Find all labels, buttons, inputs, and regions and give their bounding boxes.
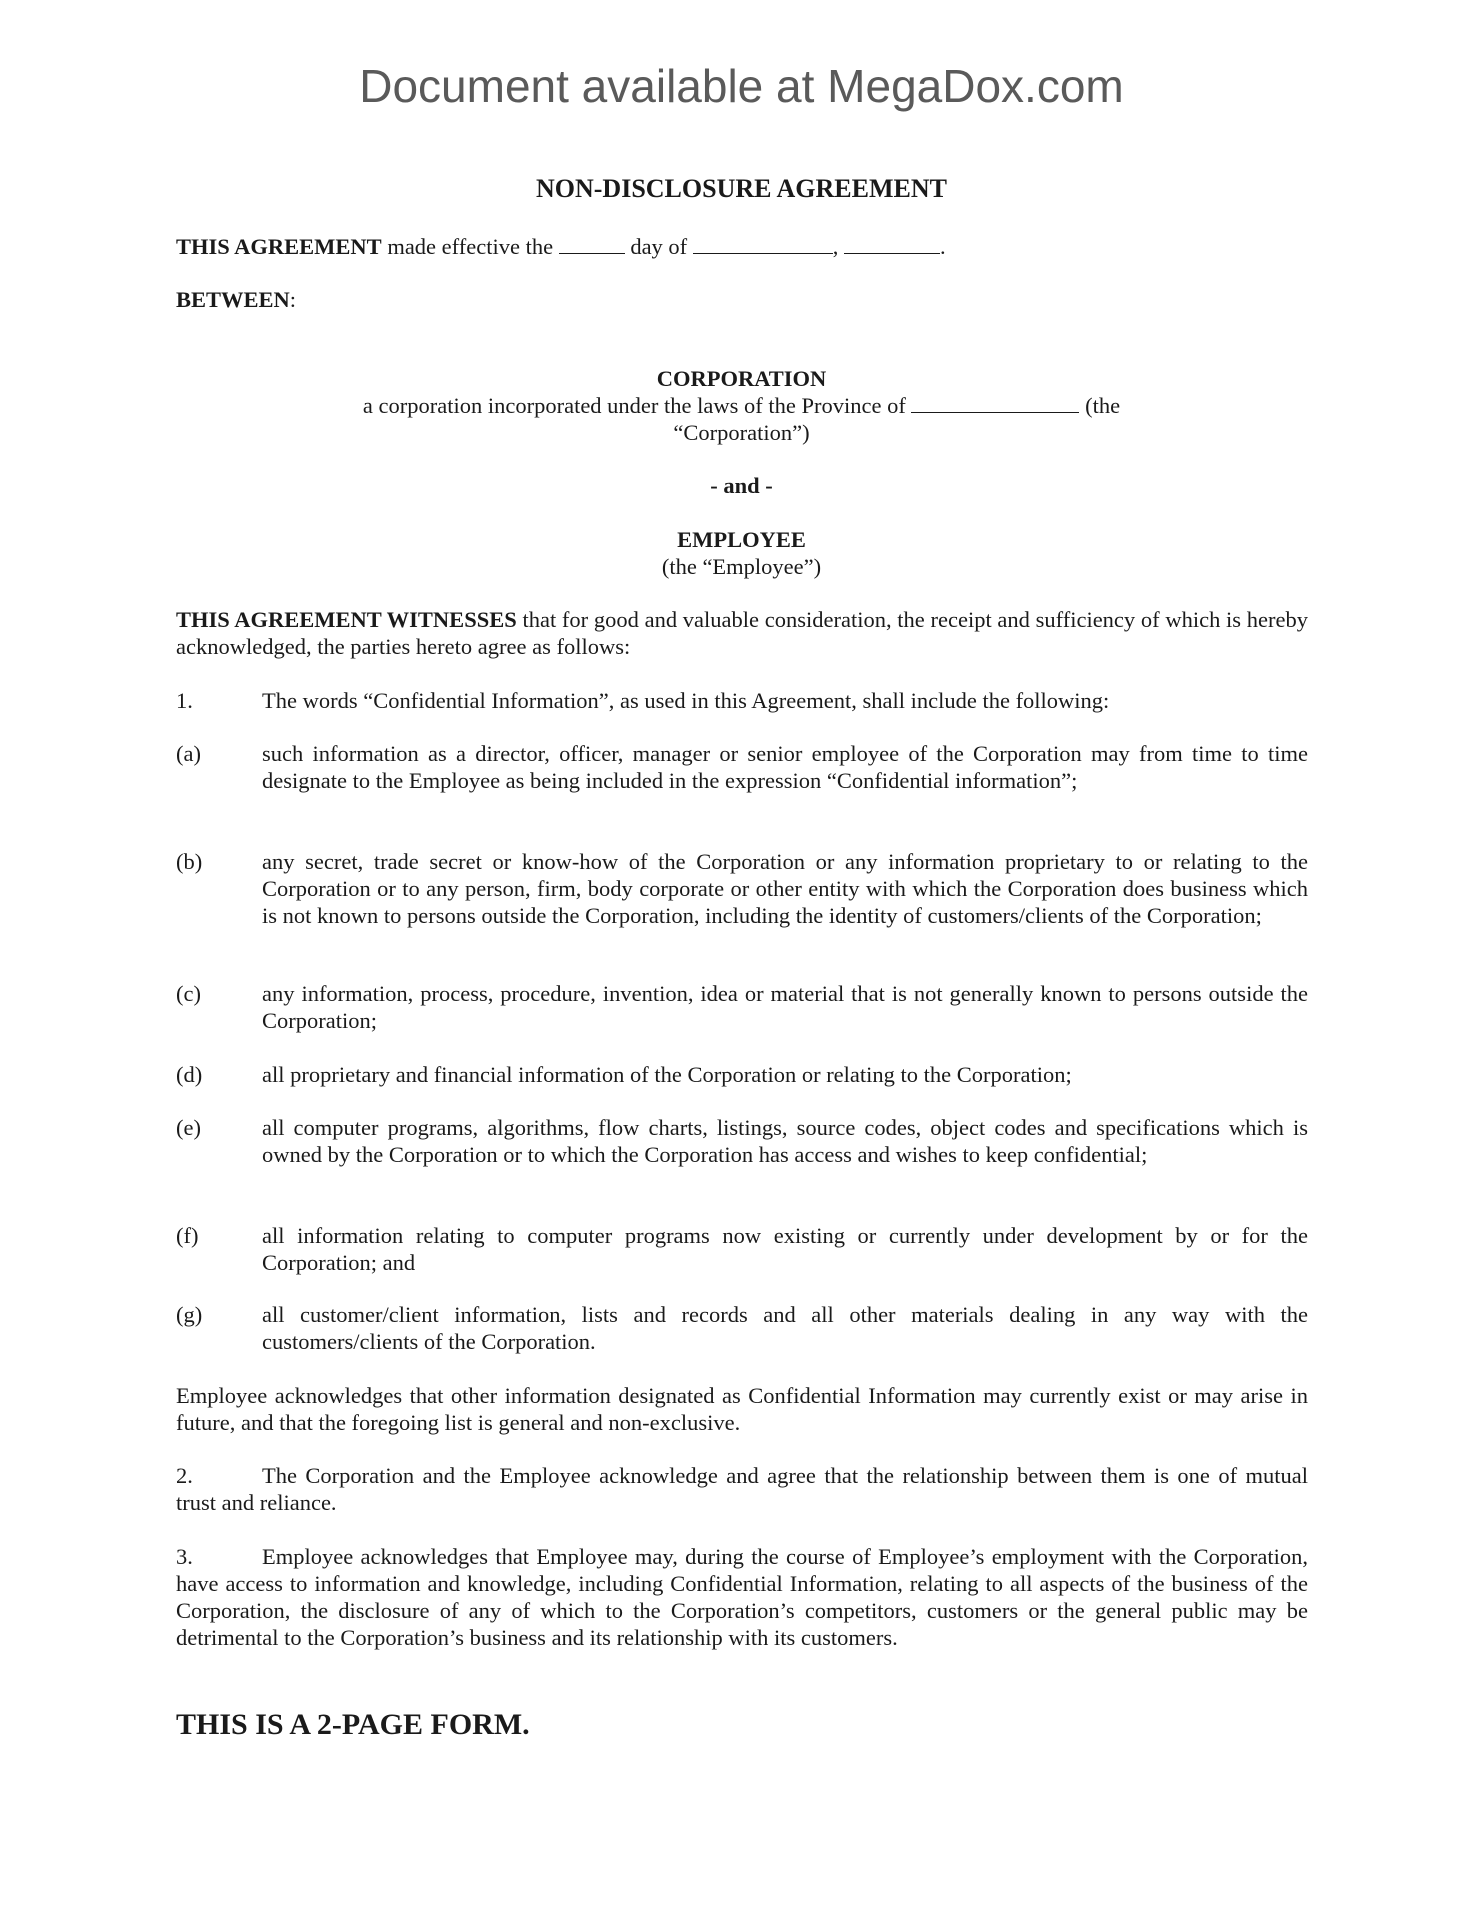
item-b-text: any secret, trade secret or know-how of the Corporation or any information proprietary to or relating to the Corporation or to any person, firm, body corporate or other entity with which the Corporation does business which is not known to persons outside the Corporation, including the identity of customers/clients of the Corporation;: [262, 849, 1308, 928]
effective-text-1: made effective the: [387, 234, 554, 259]
item-g-label: (g): [176, 1302, 203, 1327]
and-separator: - and -: [710, 473, 773, 498]
clause-1-text: The words “Confidential Information”, as used in this Agreement, shall include the following:: [262, 688, 1110, 713]
item-e-text: all computer programs, algorithms, flow charts, listings, source codes, object codes and specifications which is owned by the Corporation or to which the Corporation has access and wishes to keep confidential;: [262, 1115, 1308, 1167]
date-separator: ,: [832, 234, 839, 259]
witnesses-paragraph: [176, 606, 1308, 660]
item-f-label: (f): [176, 1223, 199, 1248]
page-count-notice: THIS IS A 2-PAGE FORM.: [176, 1708, 530, 1741]
witnesses-lead: THIS AGREEMENT WITNESSES: [176, 607, 517, 632]
item-g-text: all customer/client information, lists and records and all other materials dealing in any way with the customers/clients of the Corporation.: [262, 1302, 1308, 1354]
clause-1-number: 1.: [176, 688, 193, 713]
month-blank[interactable]: [693, 233, 833, 254]
between-label: BETWEEN:: [176, 287, 297, 312]
document-title: NON-DISCLOSURE AGREEMENT: [535, 174, 947, 203]
year-blank[interactable]: [844, 233, 940, 254]
item-b-label: (b): [176, 849, 203, 874]
day-blank[interactable]: [559, 233, 625, 254]
item-a-text: such information as a director, officer, manager or senior employee of the Corporation may from time to time designate to the Employee as being included in the expression “Confidential information”;: [262, 741, 1308, 793]
clause-2-text: The Corporation and the Employee acknowledge and agree that the relationship between them is one of mutual trust and reliance.: [176, 1463, 1308, 1515]
item-a-label: (a): [176, 741, 201, 766]
clause-3-paragraph: [176, 1543, 1308, 1651]
clause-2-paragraph: [176, 1462, 1308, 1516]
date-end: .: [940, 234, 946, 259]
employee-name: EMPLOYEE: [677, 527, 806, 552]
witnesses-text: that for good and valuable consideration, the receipt and sufficiency of which is hereby acknowledged, the parties hereto agree as follows:: [176, 607, 1308, 659]
effective-text-2: day of: [630, 234, 688, 259]
corporation-name: CORPORATION: [656, 366, 827, 391]
employee-line-1: (the “Employee”): [661, 554, 822, 579]
acknowledgement-paragraph: Employee acknowledges that other information designated as Confidential Information may currently exist or may arise in future, and that the foregoing list is general and non-exclusive.: [176, 1383, 1308, 1435]
corporation-line-1: a corporation incorporated under the laws of the Province of (the: [362, 393, 1121, 418]
effective-lead: THIS AGREEMENT: [176, 234, 382, 259]
item-f-text: all information relating to computer programs now existing or currently under development by or for the Corporation; and: [262, 1223, 1308, 1275]
item-c-label: (c): [176, 981, 201, 1006]
item-d-label: (d): [176, 1062, 203, 1087]
item-c-text: any information, process, procedure, invention, idea or material that is not generally known to persons outside the Corporation;: [262, 981, 1308, 1033]
clause-2-number: 2.: [176, 1463, 193, 1488]
clause-3-number: 3.: [176, 1544, 193, 1569]
item-e-label: (e): [176, 1115, 201, 1140]
effective-date-line: [176, 233, 946, 260]
corporation-line-2: “Corporation”): [673, 420, 810, 445]
watermark-text: Document available at MegaDox.com: [359, 60, 1124, 112]
province-blank[interactable]: [911, 392, 1079, 413]
item-d-text: all proprietary and financial information of the Corporation or relating to the Corporation;: [262, 1062, 1072, 1087]
clause-3-text: Employee acknowledges that Employee may, during the course of Employee’s employment with the Corporation, have access to information and knowledge, including Confidential Information, relating to all aspects of the business of the Corporation, the disclosure of any of which to the Corporation’s competitors, customers or the general public may be detrimental to the Corporation’s business and its relationship with its customers.: [176, 1544, 1308, 1650]
